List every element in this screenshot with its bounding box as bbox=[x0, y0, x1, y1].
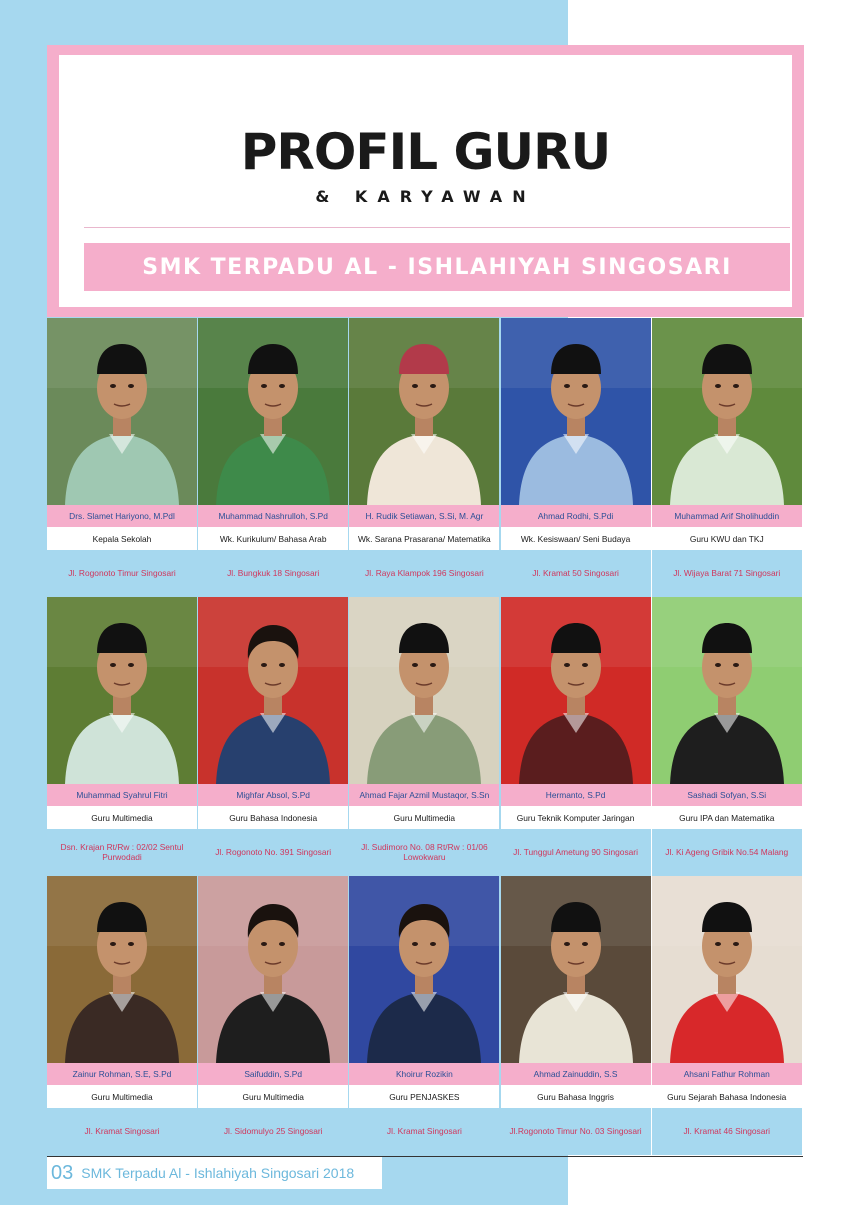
teacher-address: Jl. Tunggul Ametung 90 Singosari bbox=[501, 829, 651, 876]
teacher-name: Ahmad Rodhi, S.Pdi bbox=[501, 505, 651, 527]
teacher-address: Jl.Rogonoto Timur No. 03 Singosari bbox=[501, 1108, 651, 1155]
teacher-role: Kepala Sekolah bbox=[47, 527, 197, 550]
teacher-card bbox=[349, 876, 500, 1155]
teacher-card bbox=[198, 597, 349, 876]
teacher-photo bbox=[198, 876, 348, 1063]
teacher-card bbox=[47, 318, 198, 597]
teacher-name: H. Rudik Setiawan, S.Si, M. Agr bbox=[349, 505, 499, 527]
footer-text: SMK Terpadu Al - Ishlahiyah Singosari 2018 bbox=[81, 1165, 355, 1181]
teacher-photo bbox=[47, 597, 197, 784]
teacher-photo bbox=[198, 318, 348, 505]
school-banner: SMK TERPADU AL - ISHLAHIYAH SINGOSARI bbox=[84, 243, 790, 291]
page-number: 03 bbox=[51, 1161, 74, 1184]
teacher-photo bbox=[47, 876, 197, 1063]
teacher-row bbox=[47, 876, 803, 1155]
teacher-role: Guru Sejarah Bahasa Indonesia bbox=[652, 1085, 802, 1108]
teacher-role: Wk. Kesiswaan/ Seni Budaya bbox=[501, 527, 651, 550]
teacher-role: Guru Multimedia bbox=[47, 806, 197, 829]
teacher-address: Jl. Raya Klampok 196 Singosari bbox=[349, 550, 499, 597]
teacher-row bbox=[47, 597, 803, 876]
teacher-card bbox=[652, 318, 803, 597]
teacher-photo bbox=[349, 597, 499, 784]
teacher-card bbox=[652, 597, 803, 876]
teacher-photo bbox=[198, 597, 348, 784]
page-title: PROFIL GURU bbox=[240, 123, 611, 181]
teacher-card bbox=[652, 876, 803, 1155]
teacher-card bbox=[501, 597, 652, 876]
teacher-row bbox=[47, 318, 803, 597]
page-footer bbox=[47, 1157, 382, 1189]
teacher-address: Jl. Kramat Singosari bbox=[349, 1108, 499, 1155]
teacher-address: Jl. Rogonoto No. 391 Singosari bbox=[198, 829, 348, 876]
teacher-role: Guru Bahasa Indonesia bbox=[198, 806, 348, 829]
teacher-address: Dsn. Krajan Rt/Rw : 02/02 Sentul Purwodadi bbox=[47, 829, 197, 876]
teacher-name: Sashadi Sofyan, S.Si bbox=[652, 784, 802, 806]
teacher-address: Jl. Kramat 46 Singosari bbox=[652, 1108, 802, 1155]
teacher-card bbox=[47, 876, 198, 1155]
teacher-photo bbox=[501, 876, 651, 1063]
teacher-photo bbox=[47, 318, 197, 505]
teacher-name: Ahmad Fajar Azmil Mustaqor, S.Sn bbox=[349, 784, 499, 806]
teacher-name: Khoirur Rozikin bbox=[349, 1063, 499, 1085]
teacher-name: Zainur Rohman, S.E, S.Pd bbox=[47, 1063, 197, 1085]
teacher-address: Jl. Wijaya Barat 71 Singosari bbox=[652, 550, 802, 597]
teacher-grid bbox=[47, 318, 803, 1155]
teacher-photo bbox=[349, 318, 499, 505]
teacher-role: Guru Multimedia bbox=[198, 1085, 348, 1108]
teacher-name: Muhammad Syahrul Fitri bbox=[47, 784, 197, 806]
teacher-address: Jl. Sidomulyo 25 Singosari bbox=[198, 1108, 348, 1155]
teacher-role: Guru IPA dan Matematika bbox=[652, 806, 802, 829]
teacher-photo bbox=[652, 876, 802, 1063]
teacher-photo bbox=[652, 597, 802, 784]
teacher-role: Guru Multimedia bbox=[47, 1085, 197, 1108]
teacher-name: Mighfar Absol, S.Pd bbox=[198, 784, 348, 806]
teacher-address: Jl. Sudimoro No. 08 Rt/Rw : 01/06 Lowokwaru bbox=[349, 829, 499, 876]
teacher-address: Jl. Ki Ageng Gribik No.54 Malang bbox=[652, 829, 802, 876]
teacher-name: Saifuddin, S.Pd bbox=[198, 1063, 348, 1085]
teacher-photo bbox=[501, 318, 651, 505]
teacher-name: Hermanto, S.Pd bbox=[501, 784, 651, 806]
teacher-address: Jl. Kramat 50 Singosari bbox=[501, 550, 651, 597]
teacher-role: Guru Teknik Komputer Jaringan bbox=[501, 806, 651, 829]
teacher-card bbox=[501, 318, 652, 597]
teacher-role: Guru PENJASKES bbox=[349, 1085, 499, 1108]
teacher-photo bbox=[501, 597, 651, 784]
teacher-name: Drs. Slamet Hariyono, M.Pdl bbox=[47, 505, 197, 527]
teacher-card bbox=[198, 876, 349, 1155]
teacher-address: Jl. Kramat Singosari bbox=[47, 1108, 197, 1155]
teacher-photo bbox=[652, 318, 802, 505]
header-frame bbox=[47, 45, 804, 317]
teacher-role: Wk. Kurikulum/ Bahasa Arab bbox=[198, 527, 348, 550]
teacher-card bbox=[349, 597, 500, 876]
teacher-name: Ahsani Fathur Rohman bbox=[652, 1063, 802, 1085]
teacher-name: Muhammad Nashrulloh, S.Pd bbox=[198, 505, 348, 527]
teacher-card bbox=[349, 318, 500, 597]
teacher-card bbox=[501, 876, 652, 1155]
teacher-card bbox=[198, 318, 349, 597]
teacher-role: Wk. Sarana Prasarana/ Matematika bbox=[349, 527, 499, 550]
teacher-name: Muhammad Arif Sholihuddin bbox=[652, 505, 802, 527]
teacher-photo bbox=[349, 876, 499, 1063]
header-divider bbox=[84, 227, 790, 228]
page-subtitle: & KARYAWAN bbox=[315, 187, 536, 206]
teacher-role: Guru KWU dan TKJ bbox=[652, 527, 802, 550]
teacher-role: Guru Multimedia bbox=[349, 806, 499, 829]
teacher-role: Guru Bahasa Inggris bbox=[501, 1085, 651, 1108]
teacher-name: Ahmad Zainuddin, S.S bbox=[501, 1063, 651, 1085]
teacher-address: Jl. Bungkuk 18 Singosari bbox=[198, 550, 348, 597]
teacher-address: Jl. Rogonoto Timur Singosari bbox=[47, 550, 197, 597]
teacher-card bbox=[47, 597, 198, 876]
header-panel bbox=[59, 55, 792, 307]
